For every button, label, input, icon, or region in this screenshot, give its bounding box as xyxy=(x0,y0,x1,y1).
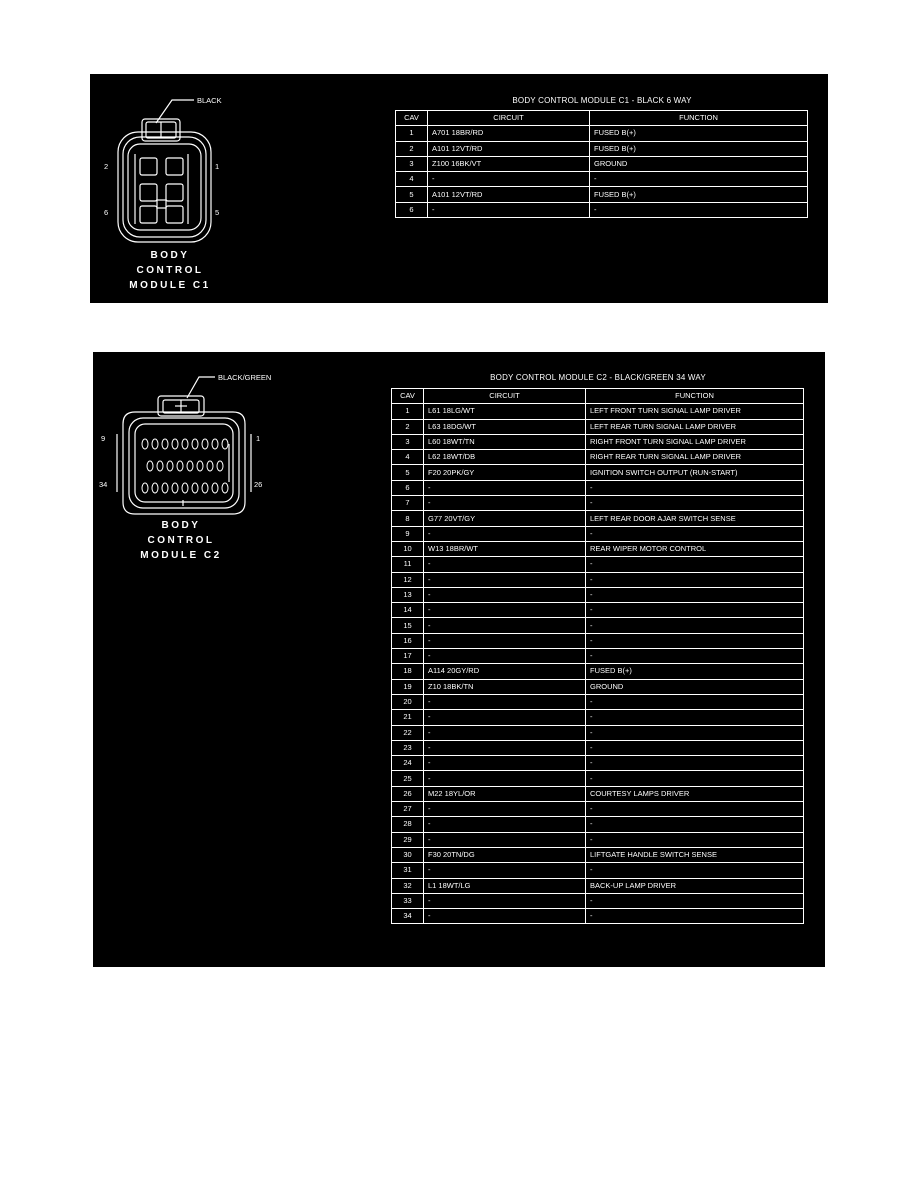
table-row xyxy=(392,878,804,893)
cav-cell: 28 xyxy=(392,817,424,832)
circuit-cell: - xyxy=(424,725,586,740)
cav-cell: 18 xyxy=(392,664,424,679)
pin-label: 1 xyxy=(215,162,220,171)
circuit-cell: - xyxy=(424,863,586,878)
table-header-row xyxy=(392,389,804,404)
cav-cell: 32 xyxy=(392,878,424,893)
pin-cavity xyxy=(187,461,193,471)
circuit-cell: - xyxy=(424,633,586,648)
table-row xyxy=(392,832,804,847)
pin-cavity xyxy=(207,461,213,471)
pin-cavity xyxy=(162,439,168,449)
module-name-line: MODULE C2 xyxy=(140,550,222,561)
pin-label: 9 xyxy=(101,434,106,443)
cav-cell: 17 xyxy=(392,649,424,664)
function-cell: - xyxy=(586,694,804,709)
function-cell: - xyxy=(586,572,804,587)
cav-cell: 9 xyxy=(392,526,424,541)
cav-cell: 26 xyxy=(392,786,424,801)
function-cell: FUSED B(+) xyxy=(590,126,808,141)
function-cell: - xyxy=(586,557,804,572)
pin-cavity xyxy=(197,461,203,471)
circuit-cell: - xyxy=(424,740,586,755)
function-cell: - xyxy=(586,756,804,771)
pin-cavity xyxy=(142,439,148,449)
cav-cell: 7 xyxy=(392,496,424,511)
table-row xyxy=(392,541,804,556)
circuit-cell: - xyxy=(424,526,586,541)
cav-cell: 33 xyxy=(392,893,424,908)
pin-label: 6 xyxy=(104,208,109,217)
pin-cavity xyxy=(217,461,223,471)
pin-cavity xyxy=(147,461,153,471)
circuit-cell: A101 12VT/RD xyxy=(428,141,590,156)
table-row xyxy=(392,511,804,526)
pin-cavity xyxy=(192,439,198,449)
function-cell: - xyxy=(586,802,804,817)
pin-label: 5 xyxy=(215,208,220,217)
table-row xyxy=(396,202,808,217)
pin-label: 2 xyxy=(104,162,109,171)
cav-cell: 30 xyxy=(392,847,424,862)
table-row xyxy=(392,847,804,862)
table-row xyxy=(392,526,804,541)
pin-cavity xyxy=(202,439,208,449)
circuit-cell: Z100 16BK/VT xyxy=(428,156,590,171)
function-cell: - xyxy=(590,202,808,217)
circuit-cell: L63 18DG/WT xyxy=(424,419,586,434)
function-cell: - xyxy=(586,618,804,633)
circuit-cell: L1 18WT/LG xyxy=(424,878,586,893)
function-cell: - xyxy=(586,633,804,648)
pin-cavity xyxy=(177,461,183,471)
pin-cavity xyxy=(167,461,173,471)
function-cell: - xyxy=(586,603,804,618)
table-row xyxy=(396,126,808,141)
pin-cavity xyxy=(152,439,158,449)
circuit-cell: F20 20PK/GY xyxy=(424,465,586,480)
circuit-cell: Z10 18BK/TN xyxy=(424,679,586,694)
pin-label: 34 xyxy=(99,480,108,489)
function-cell: - xyxy=(586,893,804,908)
module-name xyxy=(129,518,233,563)
cav-cell: 29 xyxy=(392,832,424,847)
table-row xyxy=(392,572,804,587)
pin-cavity xyxy=(172,483,178,493)
cav-cell: 27 xyxy=(392,802,424,817)
cav-cell: 3 xyxy=(396,156,428,171)
pin-cavity xyxy=(162,483,168,493)
circuit-cell: - xyxy=(424,496,586,511)
module-name-line: CONTROL xyxy=(136,265,204,276)
cav-cell: 4 xyxy=(396,172,428,187)
cav-cell: 1 xyxy=(392,404,424,419)
cav-cell: 6 xyxy=(396,202,428,217)
table-row xyxy=(392,664,804,679)
pin-cavity xyxy=(192,483,198,493)
pinout-table xyxy=(395,110,808,218)
pinout-table xyxy=(391,388,804,924)
module-name-line: MODULE C1 xyxy=(129,280,211,291)
function-cell: - xyxy=(586,725,804,740)
function-cell: BACK-UP LAMP DRIVER xyxy=(586,878,804,893)
function-cell: - xyxy=(586,710,804,725)
table-row xyxy=(392,817,804,832)
table-row xyxy=(392,496,804,511)
table-row xyxy=(392,909,804,924)
module-name-line: BODY xyxy=(161,520,201,531)
cav-cell: 15 xyxy=(392,618,424,633)
table-row xyxy=(392,725,804,740)
cav-cell: 20 xyxy=(392,694,424,709)
table-row xyxy=(392,771,804,786)
column-header-function: FUNCTION xyxy=(586,389,804,404)
pin-cavity xyxy=(157,461,163,471)
circuit-cell: - xyxy=(424,817,586,832)
cav-cell: 23 xyxy=(392,740,424,755)
circuit-cell: - xyxy=(424,893,586,908)
circuit-cell: W13 18BR/WT xyxy=(424,541,586,556)
cav-cell: 10 xyxy=(392,541,424,556)
table-row xyxy=(392,603,804,618)
connector-c2-panel xyxy=(93,352,825,967)
function-cell: - xyxy=(586,909,804,924)
circuit-cell: - xyxy=(424,480,586,495)
cav-cell: 25 xyxy=(392,771,424,786)
table-row xyxy=(392,633,804,648)
table-row xyxy=(392,434,804,449)
circuit-cell: - xyxy=(424,618,586,633)
circuit-cell: A114 20GY/RD xyxy=(424,664,586,679)
cav-cell: 1 xyxy=(396,126,428,141)
pin-cavity xyxy=(212,483,218,493)
circuit-cell: - xyxy=(424,710,586,725)
table-row xyxy=(392,404,804,419)
table-row xyxy=(392,618,804,633)
table-row xyxy=(392,649,804,664)
pin-label: 1 xyxy=(256,434,261,443)
circuit-cell: G77 20VT/GY xyxy=(424,511,586,526)
column-header-cav: CAV xyxy=(396,111,428,126)
pin-cavity xyxy=(212,439,218,449)
cav-cell: 34 xyxy=(392,909,424,924)
column-header-function: FUNCTION xyxy=(590,111,808,126)
function-cell: FUSED B(+) xyxy=(590,141,808,156)
circuit-cell: - xyxy=(428,172,590,187)
table-row xyxy=(392,756,804,771)
circuit-cell: - xyxy=(424,909,586,924)
pinout-table-title: BODY CONTROL MODULE C1 - BLACK 6 WAY xyxy=(512,96,692,105)
cav-cell: 2 xyxy=(396,141,428,156)
cav-cell: 5 xyxy=(392,465,424,480)
function-cell: IGNITION SWITCH OUTPUT (RUN-START) xyxy=(586,465,804,480)
cav-cell: 3 xyxy=(392,434,424,449)
module-name-line: BODY xyxy=(150,250,190,261)
function-cell: RIGHT FRONT TURN SIGNAL LAMP DRIVER xyxy=(586,434,804,449)
table-row xyxy=(392,557,804,572)
table-row xyxy=(396,172,808,187)
module-name xyxy=(118,248,222,293)
cav-cell: 16 xyxy=(392,633,424,648)
column-header-cav: CAV xyxy=(392,389,424,404)
pinout-table-title: BODY CONTROL MODULE C2 - BLACK/GREEN 34 WAY xyxy=(490,373,706,382)
table-row xyxy=(396,141,808,156)
function-cell: GROUND xyxy=(586,679,804,694)
cav-cell: 24 xyxy=(392,756,424,771)
pin-cavity xyxy=(172,439,178,449)
pin-label: 26 xyxy=(254,480,263,489)
module-name-line: CONTROL xyxy=(147,535,215,546)
table-row xyxy=(396,156,808,171)
pin-cavity xyxy=(152,483,158,493)
function-cell: FUSED B(+) xyxy=(586,664,804,679)
cav-cell: 21 xyxy=(392,710,424,725)
cav-cell: 31 xyxy=(392,863,424,878)
circuit-cell: L61 18LG/WT xyxy=(424,404,586,419)
function-cell: - xyxy=(586,526,804,541)
function-cell: - xyxy=(586,832,804,847)
function-cell: - xyxy=(586,587,804,602)
table-row xyxy=(392,465,804,480)
circuit-cell: - xyxy=(424,649,586,664)
circuit-cell: - xyxy=(428,202,590,217)
function-cell: - xyxy=(586,480,804,495)
function-cell: - xyxy=(586,817,804,832)
pin-cavity xyxy=(202,483,208,493)
table-row xyxy=(392,587,804,602)
function-cell: - xyxy=(590,172,808,187)
table-header-row xyxy=(396,111,808,126)
table-row xyxy=(392,740,804,755)
connector-color-label: BLACK/GREEN xyxy=(218,373,272,382)
table-row xyxy=(396,187,808,202)
circuit-cell: - xyxy=(424,802,586,817)
pin-cavity xyxy=(142,483,148,493)
function-cell: - xyxy=(586,771,804,786)
circuit-cell: - xyxy=(424,572,586,587)
circuit-cell: L60 18WT/TN xyxy=(424,434,586,449)
circuit-cell: A701 18BR/RD xyxy=(428,126,590,141)
function-cell: FUSED B(+) xyxy=(590,187,808,202)
cav-cell: 8 xyxy=(392,511,424,526)
pin-cavity xyxy=(222,483,228,493)
function-cell: LEFT FRONT TURN SIGNAL LAMP DRIVER xyxy=(586,404,804,419)
circuit-cell: - xyxy=(424,771,586,786)
circuit-cell: - xyxy=(424,832,586,847)
table-row xyxy=(392,679,804,694)
pin-cavity xyxy=(182,439,188,449)
circuit-cell: - xyxy=(424,587,586,602)
connector-color-label: BLACK xyxy=(197,96,222,105)
function-cell: GROUND xyxy=(590,156,808,171)
function-cell: - xyxy=(586,649,804,664)
function-cell: RIGHT REAR TURN SIGNAL LAMP DRIVER xyxy=(586,450,804,465)
table-row xyxy=(392,786,804,801)
connector-c1-panel xyxy=(90,74,828,303)
function-cell: LEFT REAR TURN SIGNAL LAMP DRIVER xyxy=(586,419,804,434)
table-row xyxy=(392,863,804,878)
function-cell: COURTESY LAMPS DRIVER xyxy=(586,786,804,801)
circuit-cell: - xyxy=(424,756,586,771)
cav-cell: 22 xyxy=(392,725,424,740)
column-header-circuit: CIRCUIT xyxy=(428,111,590,126)
table-row xyxy=(392,802,804,817)
circuit-cell: F30 20TN/DG xyxy=(424,847,586,862)
circuit-cell: L62 18WT/DB xyxy=(424,450,586,465)
table-row xyxy=(392,710,804,725)
cav-cell: 5 xyxy=(396,187,428,202)
table-row xyxy=(392,450,804,465)
function-cell: REAR WIPER MOTOR CONTROL xyxy=(586,541,804,556)
cav-cell: 6 xyxy=(392,480,424,495)
cav-cell: 14 xyxy=(392,603,424,618)
table-row xyxy=(392,694,804,709)
cav-cell: 11 xyxy=(392,557,424,572)
table-row xyxy=(392,480,804,495)
pin-cavity xyxy=(222,439,228,449)
column-header-circuit: CIRCUIT xyxy=(424,389,586,404)
cav-cell: 12 xyxy=(392,572,424,587)
cav-cell: 2 xyxy=(392,419,424,434)
circuit-cell: - xyxy=(424,694,586,709)
function-cell: LIFTGATE HANDLE SWITCH SENSE xyxy=(586,847,804,862)
circuit-cell: M22 18YL/OR xyxy=(424,786,586,801)
function-cell: LEFT REAR DOOR AJAR SWITCH SENSE xyxy=(586,511,804,526)
function-cell: - xyxy=(586,863,804,878)
circuit-cell: A101 12VT/RD xyxy=(428,187,590,202)
function-cell: - xyxy=(586,740,804,755)
cav-cell: 13 xyxy=(392,587,424,602)
table-row xyxy=(392,419,804,434)
table-row xyxy=(392,893,804,908)
cav-cell: 19 xyxy=(392,679,424,694)
function-cell: - xyxy=(586,496,804,511)
circuit-cell: - xyxy=(424,603,586,618)
cav-cell: 4 xyxy=(392,450,424,465)
pin-cavity xyxy=(182,483,188,493)
circuit-cell: - xyxy=(424,557,586,572)
